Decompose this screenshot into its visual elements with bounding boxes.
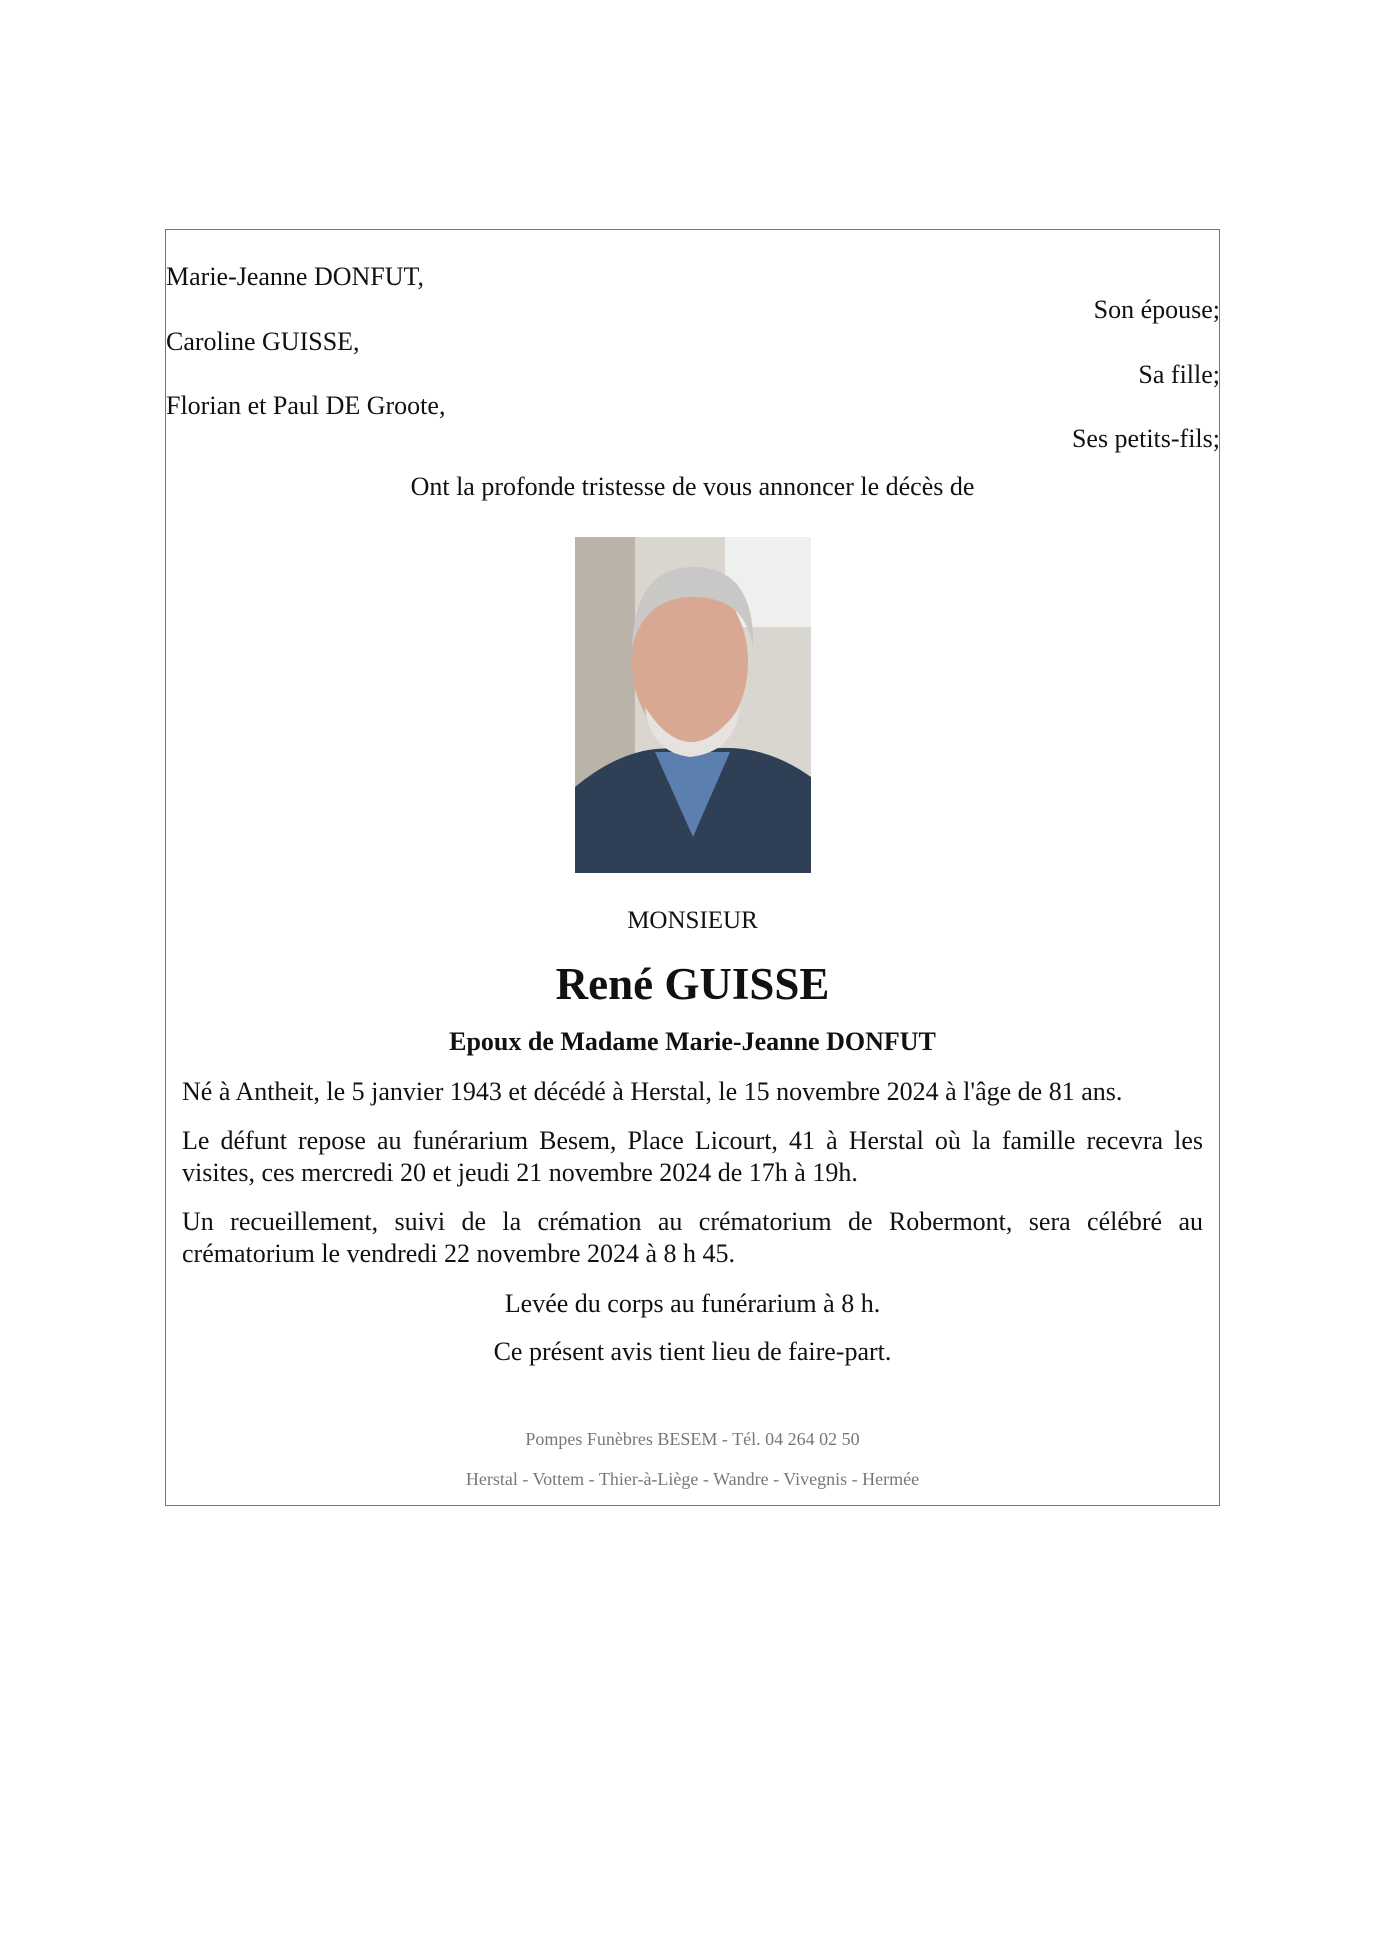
- family-relation-1: Son épouse;: [1093, 295, 1220, 324]
- levee: Levée du corps au funérarium à 8 h.: [504, 1289, 881, 1318]
- family-name-3: Florian et Paul DE Groote,: [166, 391, 446, 420]
- spouse-line: Epoux de Madame Marie-Jeanne DONFUT: [449, 1027, 936, 1056]
- footer-company: Pompes Funèbres BESEM - Tél. 04 264 02 50: [525, 1429, 860, 1449]
- footer-locations: Herstal - Vottem - Thier-à-Liège - Wandre - Vivegnis - Hermée: [465, 1469, 920, 1489]
- deceased-photo: [575, 537, 811, 873]
- family-name-1: Marie-Jeanne DONFUT,: [166, 262, 424, 291]
- ceremony: Un recueillement, suivi de la crémation au crématorium de Robermont, sera célébré au crématorium le vendredi 22 novembre 2024 à 8 h 45.: [182, 1207, 1203, 1268]
- family-name-2: Caroline GUISSE,: [166, 327, 360, 356]
- birth-death: Né à Antheit, le 5 janvier 1943 et décédé à Herstal, le 15 novembre 2024 à l'âge de 81 ans.: [182, 1077, 1123, 1106]
- notice: Ce présent avis tient lieu de faire-part.: [493, 1337, 892, 1366]
- family-relation-2: Sa fille;: [1138, 360, 1220, 389]
- title: MONSIEUR: [627, 907, 758, 934]
- family-relation-3: Ses petits-fils;: [1071, 424, 1220, 453]
- visits: Le défunt repose au funérarium Besem, Place Licourt, 41 à Herstal où la famille recevra les visites, ces mercredi 20 et jeudi 21 novembre 2024 de 17h à 19h.: [182, 1126, 1203, 1187]
- announcement: Ont la profonde tristesse de vous annoncer le décès de: [410, 472, 975, 501]
- deceased-name: René GUISSE: [555, 959, 830, 1009]
